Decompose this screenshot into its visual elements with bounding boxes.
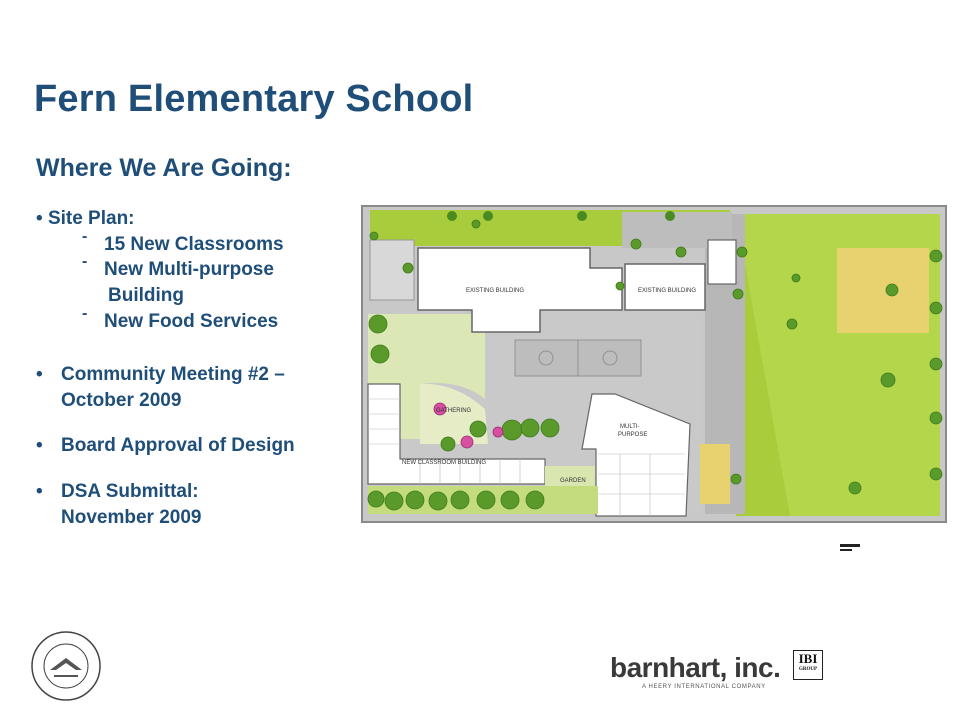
- barnhart-logo-text: barnhart, inc.: [610, 652, 781, 683]
- label-existing-building-1: EXISTING BUILDING: [466, 288, 525, 294]
- slide-title: Fern Elementary School: [34, 78, 474, 120]
- label-gathering: GATHERING: [436, 408, 472, 414]
- ibi-group-logo: [793, 650, 823, 680]
- label-multi-purpose-2: PURPOSE: [618, 432, 648, 438]
- ibi-logo-text: IBI: [798, 651, 818, 666]
- label-garden: GARDEN: [560, 478, 586, 484]
- barnhart-tagline: A HEERY INTERNATIONAL COMPANY: [642, 684, 766, 690]
- site-plan-image: [360, 204, 950, 554]
- label-existing-building-2: EXISTING BUILDING: [638, 288, 697, 294]
- sub-bullet-multipurpose-cont: Building: [108, 284, 184, 306]
- bullet-dsa-submittal: • DSA Submittal: November 2009: [36, 481, 202, 528]
- bullet-board-approval: • Board Approval of Design: [36, 435, 295, 457]
- bullet-site-plan: • Site Plan:: [36, 208, 135, 229]
- sub-bullet-classrooms: - 15 New Classrooms: [82, 227, 284, 255]
- bullet-community-meeting: • Community Meeting #2 – October 2009: [36, 364, 285, 411]
- sub-bullet-multipurpose: - New Multi-purpose: [82, 253, 274, 281]
- bullet-list: [36, 206, 356, 530]
- barnhart-logo: [610, 654, 780, 690]
- sub-bullet-food-services: - New Food Services: [82, 304, 279, 332]
- ibi-group-text: GROUP: [798, 667, 818, 672]
- label-new-classroom-building: NEW CLASSROOM BUILDING: [402, 460, 487, 466]
- slide-subtitle: Where We Are Going:: [36, 154, 292, 182]
- district-seal-logo: [30, 630, 102, 702]
- label-multi-purpose-1: MULTI-: [620, 424, 640, 430]
